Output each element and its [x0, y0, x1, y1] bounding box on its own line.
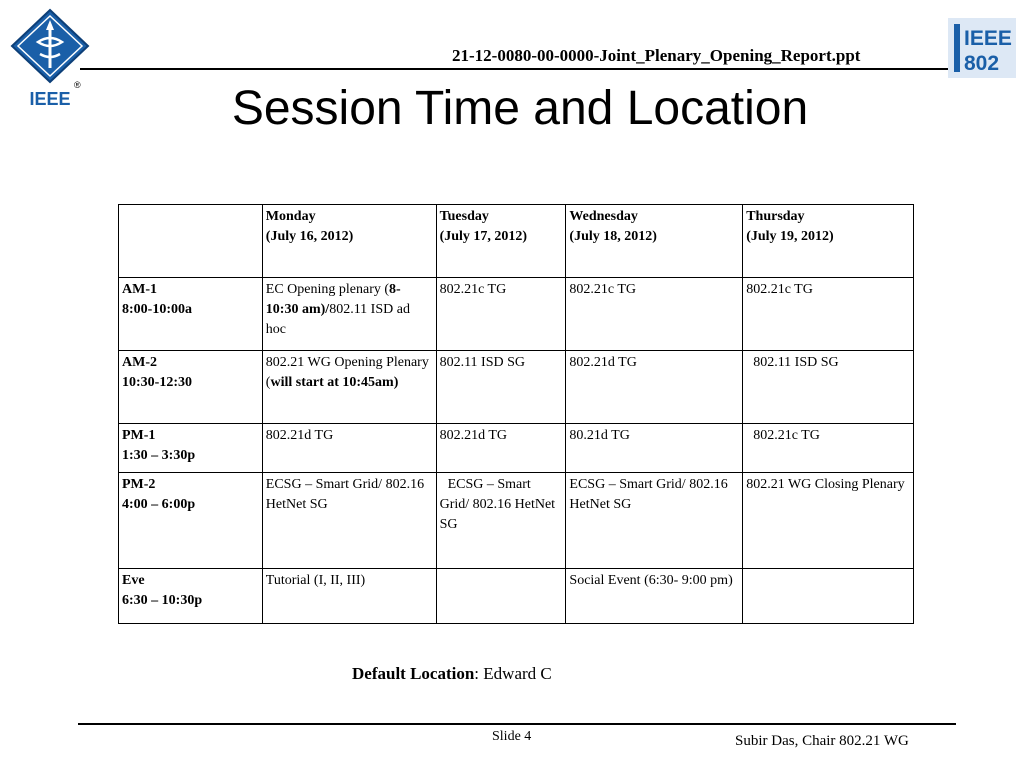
table-cell: 802.21c TG: [743, 424, 914, 473]
slide-title: Session Time and Location: [231, 82, 809, 135]
table-cell: 802.21d TG: [566, 351, 743, 424]
table-cell: 802.11 ISD SG: [743, 351, 914, 424]
slot-cell: AM-2 10:30-12:30: [119, 351, 263, 424]
default-location: Default Location: Edward C: [352, 664, 552, 683]
svg-text:®: ®: [74, 80, 81, 90]
table-row: [119, 569, 914, 624]
table-header-row: [119, 205, 914, 278]
day-header-thursday: Thursday (July 19, 2012): [743, 205, 914, 278]
footer-author: Subir Das, Chair 802.21 WG: [735, 733, 909, 749]
header-divider: [80, 68, 948, 70]
table-cell: 802.21c TG: [743, 278, 914, 351]
table-cell: EC Opening plenary (8-10:30 am)/802.11 ISD ad hoc: [262, 278, 436, 351]
slot-cell: PM-1 1:30 – 3:30p: [119, 424, 263, 473]
table-corner-cell: [119, 205, 263, 278]
default-location-value: Edward C: [483, 664, 552, 683]
day-header-wednesday: Wednesday (July 18, 2012): [566, 205, 743, 278]
slide-number: Slide 4: [492, 729, 532, 744]
table-cell: 80.21d TG: [566, 424, 743, 473]
table-cell: 802.21c TG: [436, 278, 566, 351]
day-header-tuesday: Tuesday (July 17, 2012): [436, 205, 566, 278]
table-cell: ECSG – Smart Grid/ 802.16 HetNet SG: [262, 473, 436, 569]
svg-text:802: 802: [964, 52, 1000, 75]
table-cell: [436, 569, 566, 624]
slot-cell: Eve 6:30 – 10:30p: [119, 569, 263, 624]
table-cell: [743, 569, 914, 624]
slot-cell: AM-1 8:00-10:00a: [119, 278, 263, 351]
table-row: [119, 424, 914, 473]
table-cell: ECSG – Smart Grid/ 802.16 HetNet SG: [566, 473, 743, 569]
document-id: 21-12-0080-00-0000-Joint_Plenary_Opening_Report.ppt: [452, 46, 861, 65]
footer-divider: [78, 723, 956, 725]
default-location-label: Default Location: [352, 664, 475, 683]
table-cell: 802.21 WG Opening Plenary (will start at 10:45am): [262, 351, 436, 424]
table-cell: ECSG – Smart Grid/ 802.16 HetNet SG: [436, 473, 566, 569]
table-cell: Social Event (6:30- 9:00 pm): [566, 569, 743, 624]
day-header-monday: Monday (July 16, 2012): [262, 205, 436, 278]
table-cell: 802.21 WG Closing Plenary: [743, 473, 914, 569]
session-schedule-table: [118, 204, 914, 624]
table-row: [119, 473, 914, 569]
table-row: [119, 278, 914, 351]
table-cell: 802.11 ISD SG: [436, 351, 566, 424]
table-cell: 802.21d TG: [436, 424, 566, 473]
svg-text:IEEE: IEEE: [964, 27, 1012, 50]
table-cell: Tutorial (I, II, III): [262, 569, 436, 624]
svg-text:IEEE: IEEE: [29, 89, 71, 108]
table-cell: 802.21d TG: [262, 424, 436, 473]
slot-cell: PM-2 4:00 – 6:00p: [119, 473, 263, 569]
table-row: [119, 351, 914, 424]
ieee-802-logo: [948, 18, 1016, 78]
table-cell: 802.21c TG: [566, 278, 743, 351]
